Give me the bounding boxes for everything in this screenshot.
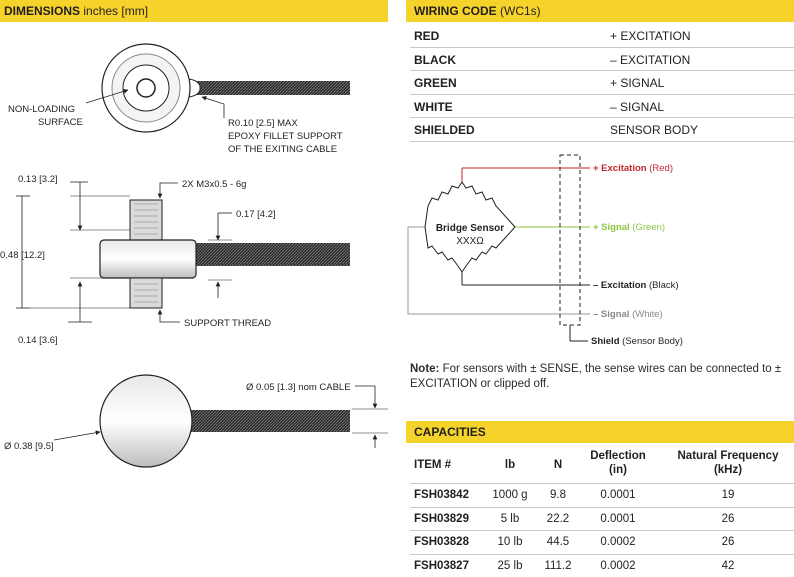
wiring-header-bar [406,0,794,22]
sig-neg-color: (White) [632,309,663,320]
bottom-thread-dim: 0.14 [3.6] [18,335,58,346]
dimensions-unit-note: inches [mm] [83,4,149,18]
deflection: 0.0001 [600,489,636,501]
wiring-row [410,48,794,72]
capacity-row [410,508,794,532]
natural-frequency: 26 [721,512,735,525]
capacity-lb: 1000 g [492,489,528,501]
sig-neg-label: – Signal [593,309,630,320]
cable-bottom [188,410,350,432]
capacity-n: 22.2 [546,512,570,525]
sig-pos-label: + Signal [593,222,630,233]
shield-label: Shield [591,336,620,347]
sensor-body-side [100,240,196,278]
bottom-thread [130,278,162,308]
non-loading-label-2: SURFACE [38,117,83,128]
exc-neg-color: (Black) [648,280,679,291]
item-number: FSH03827 [414,559,469,572]
header-item: ITEM # [414,459,452,471]
capacities-header-row [410,444,794,484]
natural-frequency: 26 [721,536,735,548]
wiring-title: WIRING CODE [414,4,497,18]
wiring-code: (WC1s) [500,4,541,18]
note-text: For sensors with ± SENSE, the sense wires can be connected to ± EXCITATION or clipped off. [410,363,782,390]
wire-name: GREEN [414,76,457,90]
svg-text:+ Excitation (Red) [593,163,673,174]
header-frequency [668,449,788,477]
capacity-row [410,555,794,577]
wire-name: BLACK [414,52,456,67]
non-loading-label-1: NON-LOADING [8,104,76,115]
capacity-n: 44.5 [546,536,570,548]
wire-function: SENSOR BODY [610,123,699,137]
dimensions-title-group [4,4,148,18]
wire-function: – SIGNAL [610,99,665,114]
header-deflection-2: (in) [609,464,627,476]
natural-frequency: 19 [721,489,735,501]
wire-function: + SIGNAL [610,76,665,90]
svg-text:Shield (Sensor Body) [591,336,683,347]
shield-sub-label: (Sensor Body) [622,336,683,347]
svg-text:– Excitation (Black) [593,280,679,291]
cable-side [195,243,350,266]
capacity-n: 9.8 [550,489,566,501]
capacity-n: 111.2 [544,559,572,572]
top-view [86,44,350,132]
item-number: FSH03842 [414,489,469,501]
capacity-lb: 5 lb [500,512,520,525]
sensor-body-bottom [100,375,192,467]
svg-text:+ Signal (Green) [593,222,665,233]
wire-name: WHITE [414,99,453,114]
cable-dia-dim: Ø 0.05 [1.3] nom CABLE [246,382,351,393]
support-thread-label: SUPPORT THREAD [184,318,272,329]
item-number: FSH03828 [414,536,469,548]
wiring-title-group [414,4,541,18]
exc-neg-label: – Excitation [593,280,647,291]
wiring-row [410,95,794,119]
thread-spec-label: 2X M3x0.5 - 6g [182,179,247,190]
capacity-lb: 10 lb [497,536,523,548]
deflection: 0.0001 [600,512,636,525]
side-view [16,182,350,322]
wire-function: – EXCITATION [610,52,691,67]
wiring-note [410,362,790,392]
top-thread [130,200,162,242]
cable-offset-dim: 0.17 [4.2] [236,209,276,220]
capacity-row [410,484,794,508]
item-number: FSH03829 [414,512,469,525]
sig-pos-color: (Green) [632,222,666,233]
header-freq-2: (kHz) [713,464,743,476]
natural-frequency: 42 [721,559,735,572]
wiring-row [410,71,794,95]
wire-function: + EXCITATION [610,29,691,43]
header-n: N [553,459,563,471]
deflection: 0.0002 [600,559,636,572]
height-dim: 0.48 [12.2] [0,250,45,261]
wiring-row [410,24,794,48]
dimensions-drawing [0,22,392,577]
note-label: Note: [410,363,440,375]
capacities-title: CAPACITIES [414,425,486,439]
bridge-label-1: Bridge Sensor [435,223,505,234]
wiring-row [410,118,794,142]
capacity-lb: 25 lb [497,559,523,572]
wiring-diagram [400,150,794,355]
deflection: 0.0002 [600,536,636,548]
svg-text:– Signal (White) [593,309,663,320]
capacities-table [410,444,794,577]
capacities-header-bar [406,421,794,443]
fillet-label-1: R0.10 [2.5] MAX [228,118,298,129]
fillet-label-3: OF THE EXITING CABLE [228,144,338,155]
header-deflection [583,449,653,477]
wiring-table [410,24,794,142]
shield-outline [560,155,580,325]
dimensions-title: DIMENSIONS [4,4,81,18]
exc-pos-label: + Excitation [593,163,647,174]
fillet-label-2: EPOXY FILLET SUPPORT [228,131,343,142]
dimensions-header-bar [0,0,388,22]
bridge-label-2: XXXΩ [456,236,484,247]
wire-name: RED [414,29,440,43]
cable-top [190,81,350,95]
header-deflection-1: Deflection [590,450,646,462]
capacity-row [410,531,794,555]
top-thread-dim: 0.13 [3.2] [18,174,58,185]
header-freq-1: Natural Frequency [677,450,779,462]
wire-name: SHIELDED [414,123,475,137]
body-dia-dim: Ø 0.38 [9.5] [4,441,54,452]
header-lb: lb [504,459,516,471]
exc-pos-color: (Red) [649,163,673,174]
